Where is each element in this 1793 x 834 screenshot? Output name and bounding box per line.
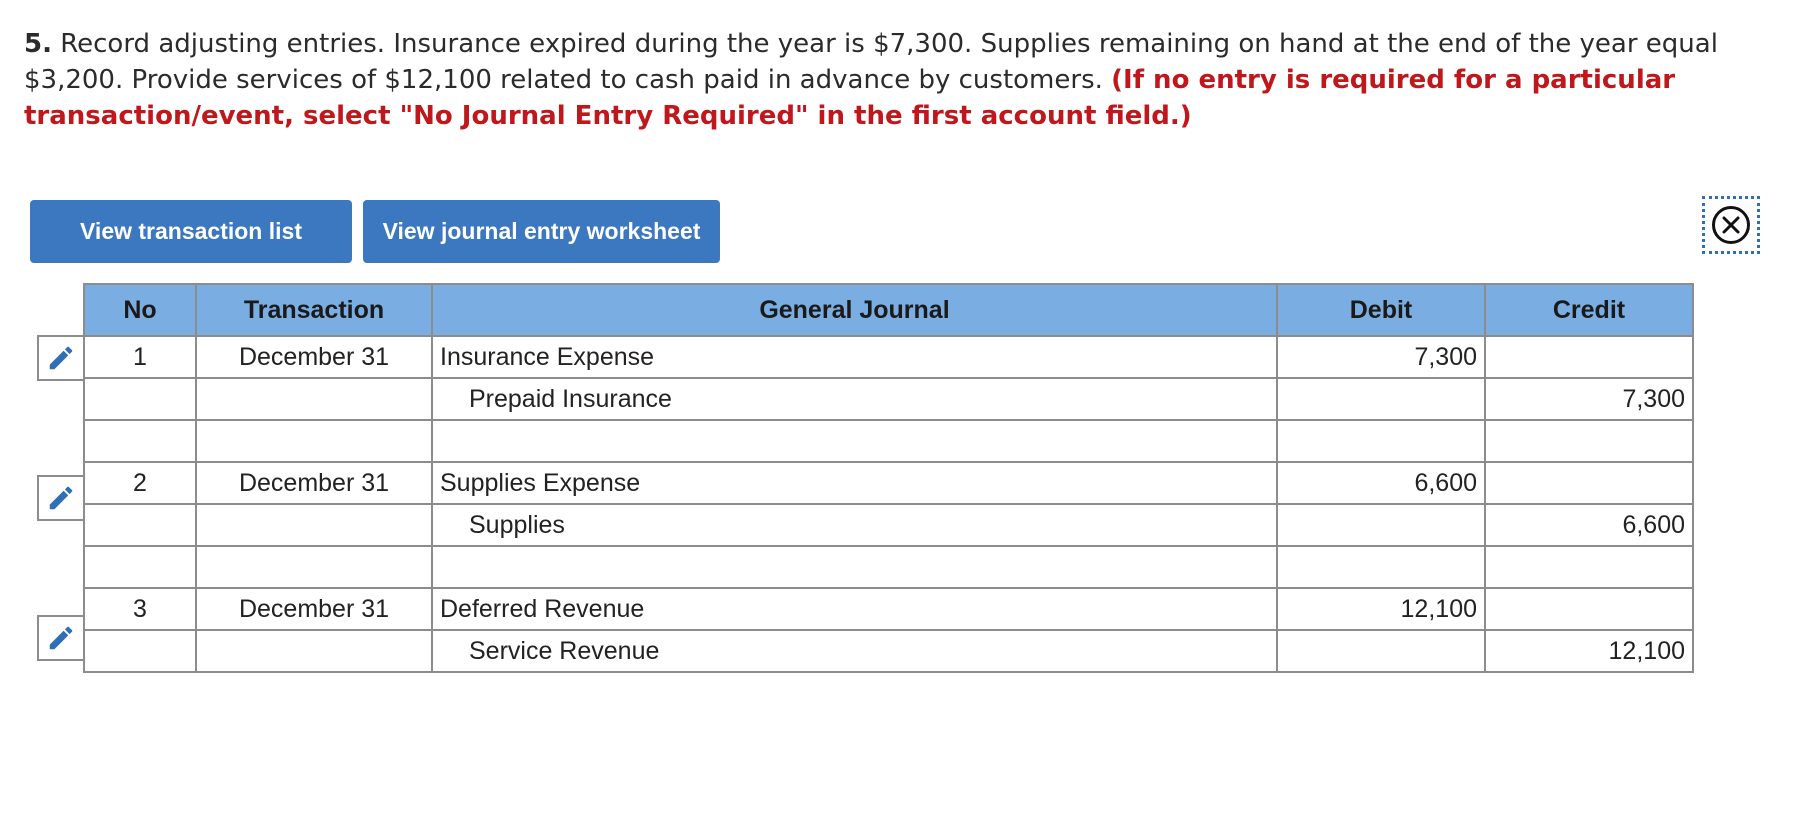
cell-credit: 12,100 [1485, 630, 1693, 672]
cell-debit: 7,300 [1277, 336, 1485, 378]
cell-credit [1485, 546, 1693, 588]
question-number: 5. [24, 29, 52, 59]
cell-transaction [196, 504, 432, 546]
cell-account: Supplies [432, 504, 1277, 546]
view-transaction-list-button[interactable]: View transaction list [30, 200, 352, 263]
cell-no [84, 420, 196, 462]
table-row [84, 588, 1693, 630]
cell-account: Deferred Revenue [432, 588, 1277, 630]
cell-debit: 12,100 [1277, 588, 1485, 630]
cell-no: 2 [84, 462, 196, 504]
cell-transaction: December 31 [196, 588, 432, 630]
cell-account [432, 546, 1277, 588]
table-header-row [84, 284, 1693, 336]
header-credit: Credit [1485, 284, 1693, 336]
close-button[interactable] [1702, 196, 1760, 254]
question-note: (If no entry is required for a particular transaction/event, select "No Journal Entry Required" in the first account field.) [24, 65, 1676, 131]
header-general-journal: General Journal [432, 284, 1277, 336]
header-transaction: Transaction [196, 284, 432, 336]
cell-credit [1485, 588, 1693, 630]
cell-account: Service Revenue [432, 630, 1277, 672]
cell-debit [1277, 420, 1485, 462]
cell-credit [1485, 336, 1693, 378]
cell-account [432, 420, 1277, 462]
edit-entry-1-button[interactable] [37, 335, 83, 381]
table-row [84, 630, 1693, 672]
pencil-icon [46, 343, 76, 373]
close-circle-icon [1712, 206, 1750, 244]
cell-transaction: December 31 [196, 462, 432, 504]
table-row [84, 462, 1693, 504]
cell-transaction [196, 546, 432, 588]
cell-transaction [196, 378, 432, 420]
table-row [84, 504, 1693, 546]
cell-no [84, 630, 196, 672]
cell-transaction [196, 420, 432, 462]
header-debit: Debit [1277, 284, 1485, 336]
cell-credit [1485, 462, 1693, 504]
table-row [84, 336, 1693, 378]
view-journal-entry-worksheet-button[interactable]: View journal entry worksheet [363, 200, 720, 263]
cell-no: 1 [84, 336, 196, 378]
edit-entry-3-button[interactable] [37, 615, 83, 661]
cell-debit [1277, 378, 1485, 420]
cell-credit [1485, 420, 1693, 462]
cell-no: 3 [84, 588, 196, 630]
cell-account: Prepaid Insurance [432, 378, 1277, 420]
question-text: Record adjusting entries. Insurance expired during the year is $7,300. Supplies remaining on hand at the end of the year equal $3,200. Provide services of $12,100 related to cash paid in advance by customers. [24, 29, 1718, 95]
table-row [84, 546, 1693, 588]
cell-no [84, 504, 196, 546]
pencil-icon [46, 483, 76, 513]
cell-debit: 6,600 [1277, 462, 1485, 504]
table-row [84, 378, 1693, 420]
cell-debit [1277, 504, 1485, 546]
edit-entry-2-button[interactable] [37, 475, 83, 521]
cell-no [84, 546, 196, 588]
question-prompt [24, 26, 1774, 134]
cell-transaction [196, 630, 432, 672]
table-row [84, 420, 1693, 462]
cell-account: Supplies Expense [432, 462, 1277, 504]
cell-account: Insurance Expense [432, 336, 1277, 378]
cell-transaction: December 31 [196, 336, 432, 378]
cell-debit [1277, 546, 1485, 588]
cell-credit: 7,300 [1485, 378, 1693, 420]
pencil-icon [46, 623, 76, 653]
header-no: No [84, 284, 196, 336]
cell-debit [1277, 630, 1485, 672]
cell-credit: 6,600 [1485, 504, 1693, 546]
cell-no [84, 378, 196, 420]
general-journal-table [83, 283, 1694, 673]
